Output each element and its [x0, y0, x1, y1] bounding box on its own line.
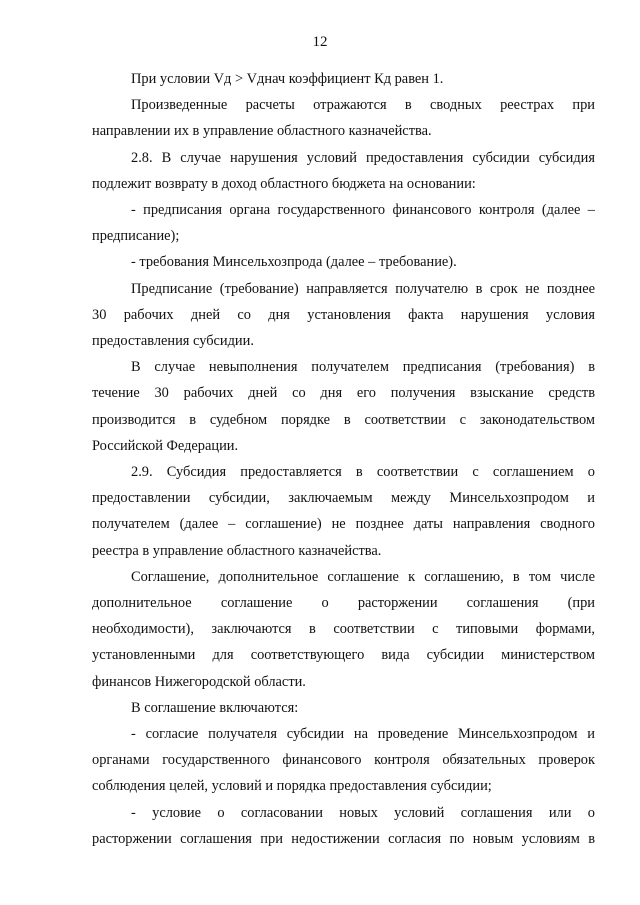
text-line: производится в судебном порядке в соответствии с законодательством: [92, 411, 595, 428]
text-line: В случае невыполнения получателем предписания (требования) в: [131, 359, 595, 376]
page-number: 12: [312, 34, 328, 50]
text-line: реестра в управление областного казначейства.: [92, 542, 382, 559]
text-line: - предписания органа государственного финансового контроля (далее –: [131, 202, 595, 218]
text-line: дополнительное соглашение о расторжении соглашения (при: [92, 595, 595, 611]
text-line: Произведенные расчеты отражаются в сводных реестрах при: [131, 97, 595, 114]
text-line: подлежит возврату в доход областного бюджета на основании:: [92, 175, 476, 192]
text-line: необходимости), заключаются в соответствии с типовыми формами,: [92, 621, 595, 638]
text-line: предоставления субсидии.: [92, 333, 254, 349]
text-line: В соглашение включаются:: [131, 699, 299, 716]
text-line: предписание);: [92, 228, 180, 245]
text-line: При условии Vд > Vднач коэффициент Кд равен 1.: [131, 71, 444, 87]
text-line: 2.8. В случае нарушения условий предоставления субсидии субсидия: [131, 149, 595, 166]
text-line: получателем (далее – соглашение) не позднее даты направления сводного: [92, 516, 595, 533]
text-line: органами государственного финансового контроля обязательных проверок: [92, 752, 595, 769]
text-line: 30 рабочих дней со дня установления факта нарушения условия: [92, 306, 595, 323]
text-line: направлении их в управление областного казначейства.: [92, 123, 432, 140]
text-line: финансов Нижегородской области.: [92, 673, 306, 690]
text-line: соблюдения целей, условий и порядка предоставления субсидии;: [92, 778, 492, 795]
text-line: - требования Минсельхозпрода (далее – требование).: [131, 254, 457, 271]
text-line: - согласие получателя субсидии на проведение Минсельхозпродом и: [131, 726, 595, 742]
text-line: расторжении соглашения при недостижении согласия по новым условиям в: [92, 830, 595, 847]
text-line: течение 30 рабочих дней со дня его получения взыскание средств: [92, 385, 595, 402]
text-line: Соглашение, дополнительное соглашение к соглашению, в том числе: [131, 568, 595, 585]
text-line: - условие о согласовании новых условий соглашения или о: [131, 804, 595, 821]
text-line: 2.9. Субсидия предоставляется в соответствии с соглашением о: [131, 464, 595, 480]
text-line: Предписание (требование) направляется получателю в срок не позднее: [131, 280, 595, 297]
text-line: Российской Федерации.: [92, 437, 239, 454]
text-line: установленными для соответствующего вида субсидии министерством: [92, 647, 595, 664]
text-line: предоставлении субсидии, заключаемым между Минсельхозпродом и: [92, 490, 595, 507]
